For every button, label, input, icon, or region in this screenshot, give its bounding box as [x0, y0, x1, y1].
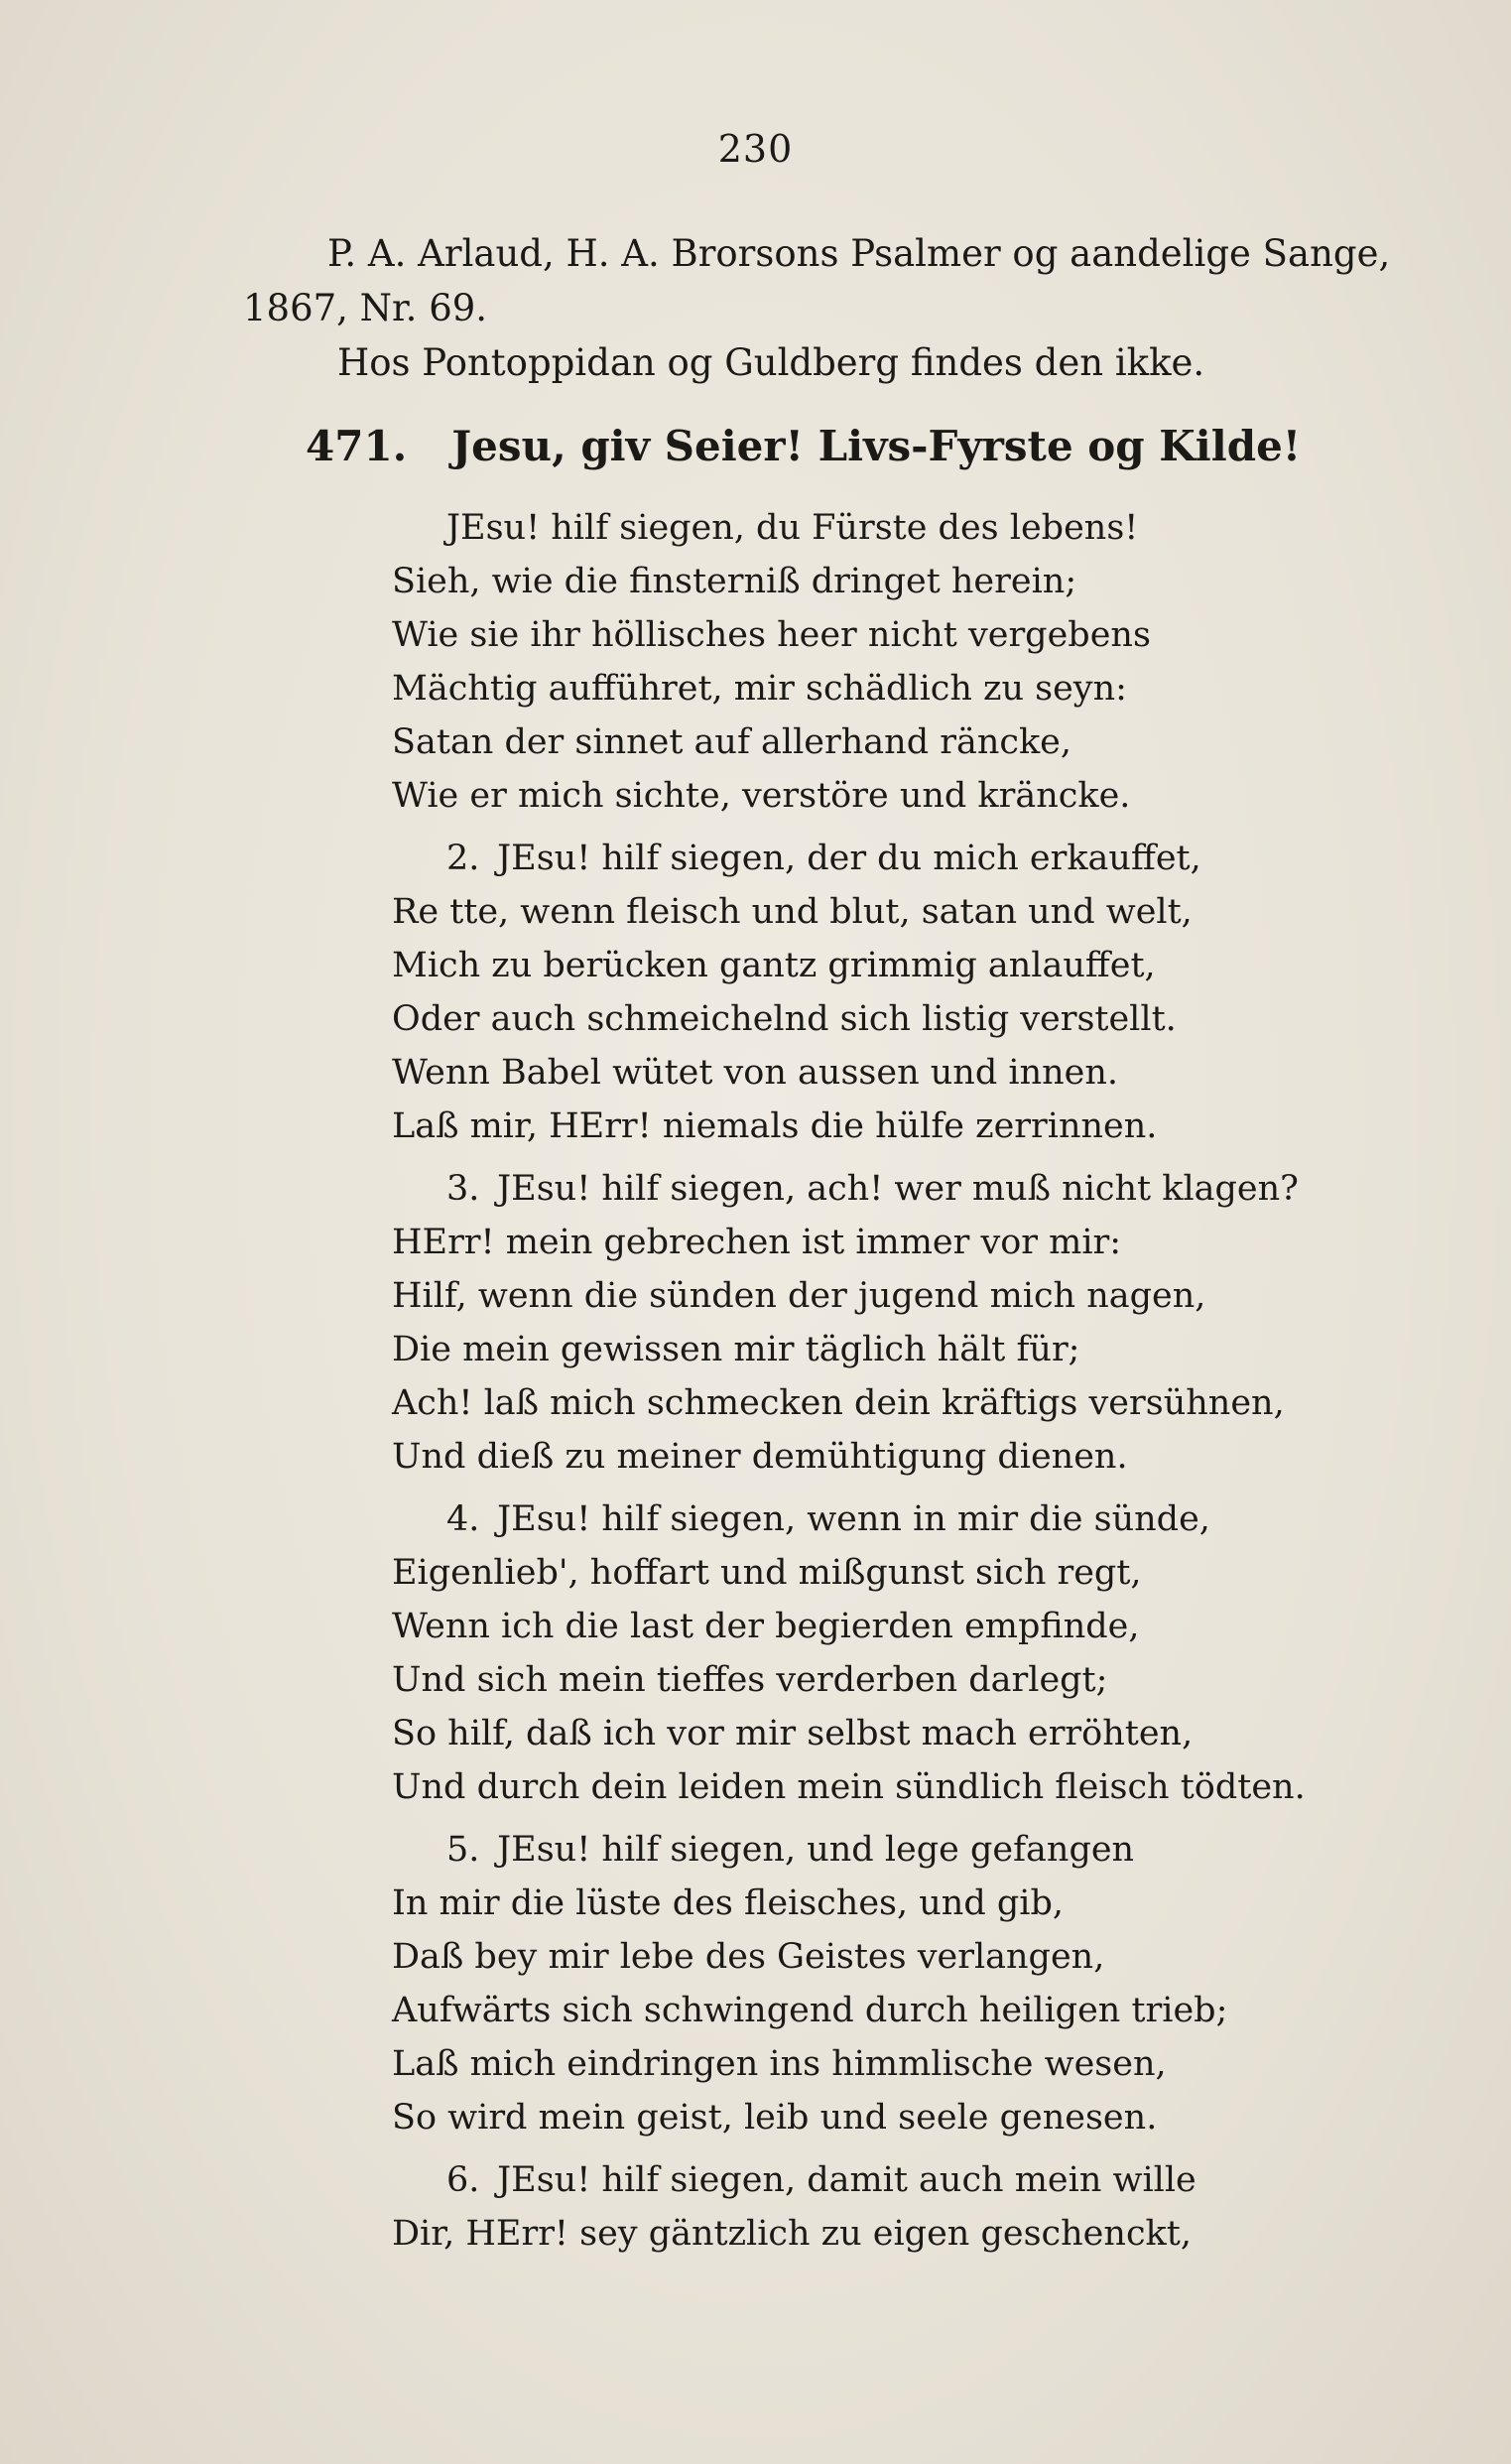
verse-line: So wird mein geist, leib und seele genesen. — [392, 2098, 1158, 2138]
hymn-text — [392, 501, 1384, 2269]
stanza-number: 6. — [446, 2160, 480, 2200]
verse-line: Laß mich eindringen ins himmlische wesen, — [392, 2044, 1167, 2084]
verse-line: Und sich mein tieffes verderben darlegt; — [392, 1660, 1108, 1700]
hymn-title: Jesu, giv Seier! Livs-Fyrste og Kilde! — [451, 422, 1302, 470]
verse-line: Wenn ich die last der begierden empfinde, — [392, 1607, 1140, 1646]
verse-line: Die mein gewissen mir täglich hält für; — [392, 1330, 1080, 1369]
page-number: 230 — [717, 127, 794, 171]
verse-line-text: JEsu! hilf siegen, und lege gefangen — [497, 1830, 1135, 1870]
verse-line: Oder auch schmeichelnd sich listig verstellt. — [392, 999, 1177, 1039]
verse-line-text: JEsu! hilf siegen, damit auch mein wille — [497, 2160, 1196, 2200]
verse-line: Wenn Babel wütet von aussen und innen. — [392, 1053, 1119, 1093]
verse-line: Mich zu berücken gantz grimmig anlauffet, — [392, 946, 1156, 985]
verse-line: Aufwärts sich schwingend durch heiligen trieb; — [392, 1991, 1228, 2030]
stanza-1 — [392, 501, 1384, 823]
source-reference — [243, 226, 1394, 390]
stanza-number: 4. — [446, 1499, 480, 1539]
verse-line: Satan der sinnet auf allerhand räncke, — [392, 722, 1072, 762]
verse-line: Dir, HErr! sey gäntzlich zu eigen geschenckt, — [392, 2214, 1192, 2254]
verse-line: Wie er mich sichte, verstöre und kräncke. — [392, 776, 1131, 816]
stanza-2 — [392, 832, 1384, 1153]
verse-line: Laß mir, HErr! niemals die hülfe zerrinnen. — [392, 1106, 1158, 1146]
verse-line — [392, 1492, 1384, 1546]
verse-line: In mir die lüste des fleisches, und gib, — [392, 1883, 1064, 1923]
verse-line-text: JEsu! hilf siegen, wenn in mir die sünde, — [497, 1499, 1210, 1539]
verse-line — [392, 1823, 1384, 1877]
stanza-number: 3. — [446, 1169, 480, 1209]
verse-line: Daß bey mir lebe des Geistes verlangen, — [392, 1937, 1105, 1977]
verse-line: Ach! laß mich schmecken dein kräftigs versühnen, — [392, 1383, 1285, 1423]
hymn-number: 471. — [306, 422, 408, 470]
verse-line: HErr! mein gebrechen ist immer vor mir: — [392, 1223, 1122, 1262]
verse-line: Und dieß zu meiner demühtigung dienen. — [392, 1437, 1128, 1477]
stanza-number: 2. — [446, 839, 480, 878]
verse-line: Eigenlieb', hoffart und mißgunst sich regt, — [392, 1553, 1142, 1593]
verse-line — [392, 1162, 1384, 1216]
source-line: P. A. Arlaud, H. A. Brorsons Psalmer og aandelige Sange, — [327, 232, 1391, 275]
verse-line: So hilf, daß ich vor mir selbst mach erröhten, — [392, 1714, 1194, 1753]
verse-line — [392, 832, 1384, 885]
verse-line: JEsu! hilf siegen, du Fürste des lebens! — [446, 508, 1139, 548]
verse-line: Und durch dein leiden mein sündlich fleisch tödten. — [392, 1767, 1306, 1807]
source-line: Hos Pontoppidan og Guldberg findes den ikke. — [337, 341, 1205, 384]
stanza-3 — [392, 1162, 1384, 1484]
verse-line: Re tte, wenn fleisch und blut, satan und welt, — [392, 892, 1193, 932]
verse-line-text: JEsu! hilf siegen, der du mich erkauffet, — [497, 839, 1201, 878]
stanza-5 — [392, 1823, 1384, 2144]
verse-line: Mächtig aufführet, mir schädlich zu seyn: — [392, 669, 1127, 709]
verse-line: Wie sie ihr höllisches heer nicht vergebens — [392, 615, 1151, 655]
verse-line — [392, 2153, 1384, 2207]
source-line: 1867, Nr. 69. — [243, 287, 488, 329]
verse-line-text: JEsu! hilf siegen, ach! wer muß nicht klagen? — [497, 1169, 1299, 1209]
stanza-number: 5. — [446, 1830, 480, 1870]
stanza-6 — [392, 2153, 1384, 2261]
hymn-heading — [306, 422, 1417, 470]
stanza-4 — [392, 1492, 1384, 1814]
verse-line: Sieh, wie die finsterniß dringet herein; — [392, 562, 1077, 601]
verse-line: Hilf, wenn die sünden der jugend mich nagen, — [392, 1276, 1206, 1316]
